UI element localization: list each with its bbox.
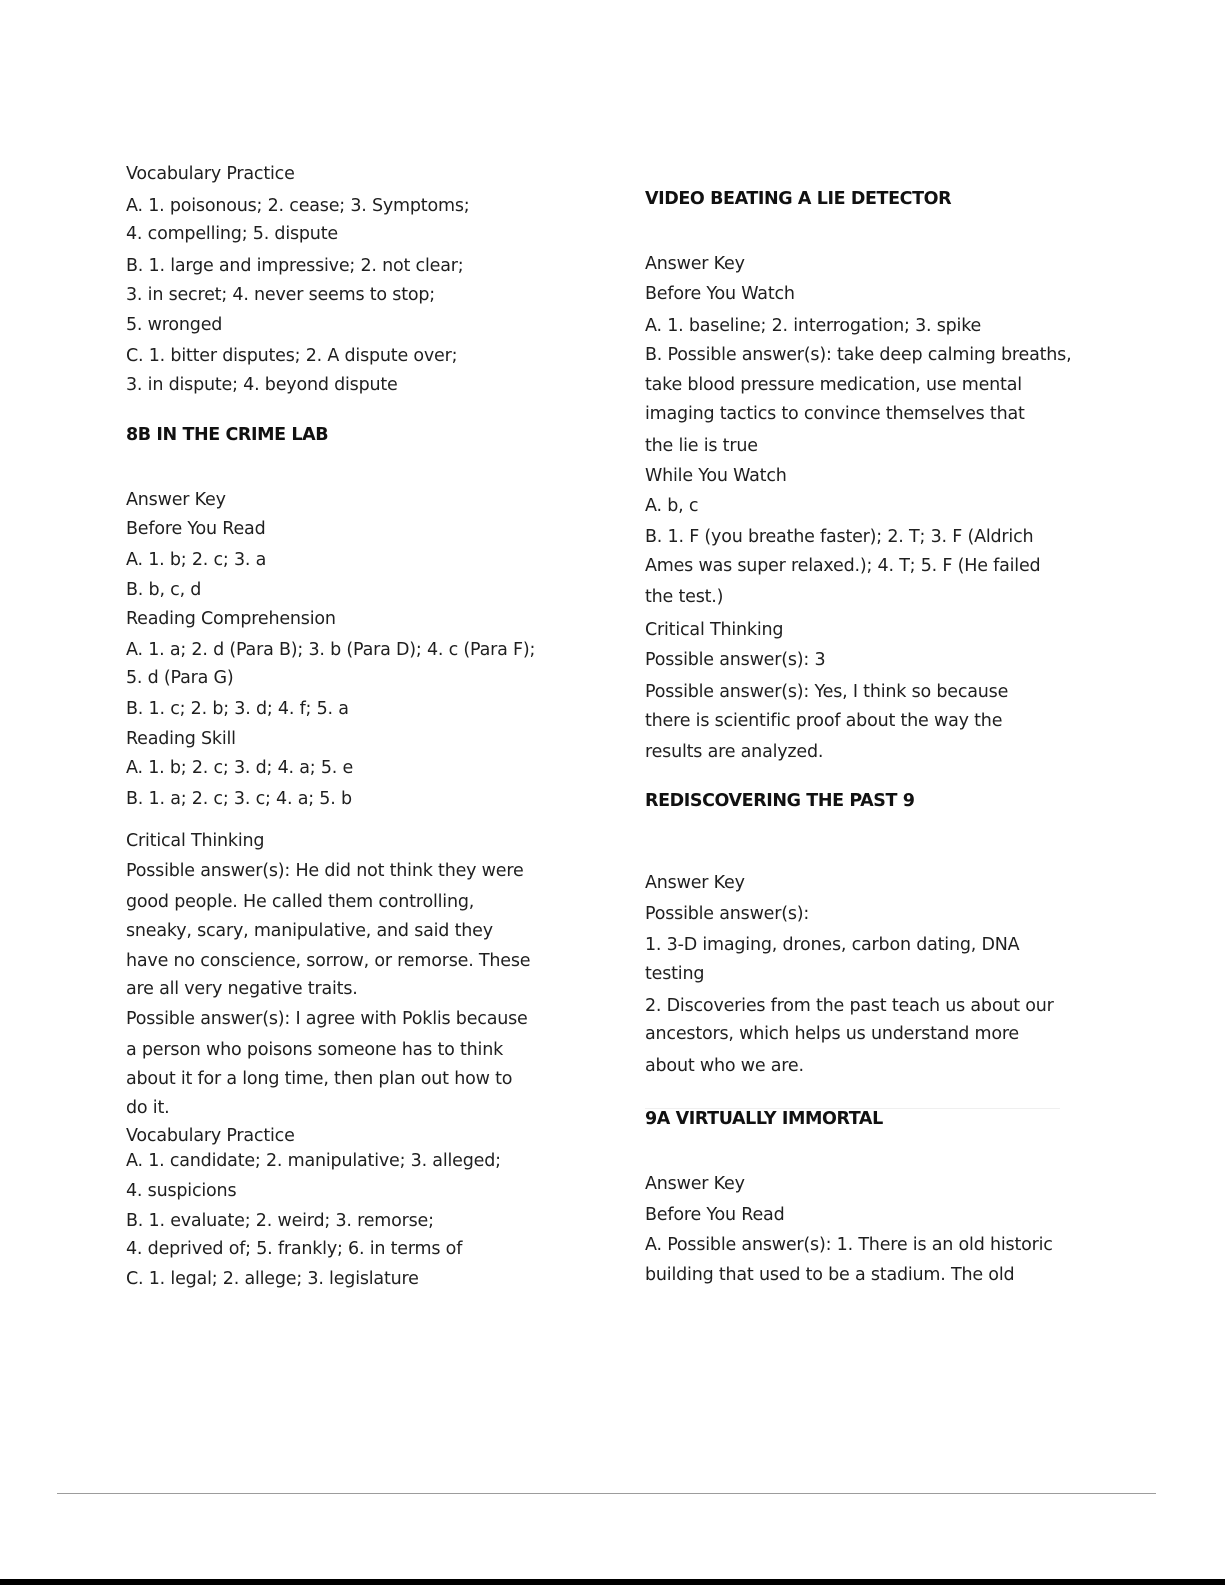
section-title-8b: 8B IN THE CRIME LAB [126,425,329,445]
answer-key-label: Answer Key [645,254,745,274]
answer-line: A. 1. a; 2. d (Para B); 3. b (Para D); 4. c (Para F); [126,640,536,660]
answer-line: Possible answer(s): 3 [645,650,826,670]
page-bottom-edge [0,1579,1225,1585]
answer-line: about it for a long time, then plan out how to [126,1069,513,1089]
answer-line: 2. Discoveries from the past teach us about our [645,996,1054,1016]
answer-key-label: Answer Key [645,1174,745,1194]
subheading: Vocabulary Practice [126,1126,295,1146]
answer-line: results are analyzed. [645,742,824,762]
answer-line: B. 1. a; 2. c; 3. c; 4. a; 5. b [126,789,352,809]
answer-line: A. Possible answer(s): 1. There is an old historic [645,1235,1053,1255]
answer-line: about who we are. [645,1056,804,1076]
subheading: Before You Read [126,519,266,539]
answer-key-label: Answer Key [126,490,226,510]
section-title-past: REDISCOVERING THE PAST 9 [645,791,915,811]
answer-line: Ames was super relaxed.); 4. T; 5. F (He failed [645,556,1041,576]
answer-line: ancestors, which helps us understand more [645,1024,1019,1044]
answer-line: Possible answer(s): I agree with Poklis because [126,1009,528,1029]
answer-line: testing [645,964,705,984]
answer-line: A. 1. b; 2. c; 3. d; 4. a; 5. e [126,758,354,778]
answer-line: Possible answer(s): [645,904,810,924]
answer-line: 5. d (Para G) [126,668,234,688]
subheading: Critical Thinking [126,831,265,851]
answer-line: 4. suspicions [126,1181,237,1201]
answer-line: B. b, c, d [126,580,202,600]
subheading: While You Watch [645,466,787,486]
answer-line: C. 1. legal; 2. allege; 3. legislature [126,1269,419,1289]
answer-line: do it. [126,1098,170,1118]
vocab-line: 5. wronged [126,315,223,335]
answer-line: good people. He called them controlling, [126,892,475,912]
vocab-line: 3. in dispute; 4. beyond dispute [126,375,398,395]
answer-line: take blood pressure medication, use mental [645,375,1022,395]
vocab-practice-heading: Vocabulary Practice [126,164,295,184]
section-divider [645,1108,1060,1109]
answer-line: imaging tactics to convince themselves that [645,404,1025,424]
answer-line: building that used to be a stadium. The old [645,1265,1015,1285]
answer-line: 4. deprived of; 5. frankly; 6. in terms of [126,1239,463,1259]
answer-line: have no conscience, sorrow, or remorse. These [126,951,531,971]
answer-line: 1. 3-D imaging, drones, carbon dating, DNA [645,935,1020,955]
subheading: Reading Comprehension [126,609,336,629]
answer-line: A. 1. candidate; 2. manipulative; 3. alleged; [126,1151,501,1171]
subheading: Reading Skill [126,729,236,749]
section-title-9a: 9A VIRTUALLY IMMORTAL [645,1109,883,1129]
vocab-line: 4. compelling; 5. dispute [126,224,338,244]
answer-line: are all very negative traits. [126,979,358,999]
vocab-line: B. 1. large and impressive; 2. not clear; [126,256,464,276]
answer-line: a person who poisons someone has to think [126,1040,504,1060]
section-title-video: VIDEO BEATING A LIE DETECTOR [645,189,952,209]
answer-line: B. 1. F (you breathe faster); 2. T; 3. F (Aldrich [645,527,1034,547]
answer-line: B. 1. evaluate; 2. weird; 3. remorse; [126,1211,434,1231]
subheading: Critical Thinking [645,620,784,640]
answer-line: sneaky, scary, manipulative, and said they [126,921,493,941]
answer-line: the lie is true [645,436,758,456]
answer-key-label: Answer Key [645,873,745,893]
subheading: Before You Read [645,1205,785,1225]
answer-line: A. 1. b; 2. c; 3. a [126,550,267,570]
answer-line: the test.) [645,587,724,607]
answer-line: B. Possible answer(s): take deep calming breaths, [645,345,1072,365]
answer-line: A. 1. baseline; 2. interrogation; 3. spike [645,316,982,336]
footer-divider [57,1493,1156,1494]
answer-line: B. 1. c; 2. b; 3. d; 4. f; 5. a [126,699,349,719]
vocab-line: A. 1. poisonous; 2. cease; 3. Symptoms; [126,196,470,216]
subheading: Before You Watch [645,284,795,304]
vocab-line: 3. in secret; 4. never seems to stop; [126,285,435,305]
answer-line: Possible answer(s): He did not think they were [126,861,524,881]
answer-line: there is scientific proof about the way the [645,711,1003,731]
answer-line: Possible answer(s): Yes, I think so because [645,682,1009,702]
answer-line: A. b, c [645,496,699,516]
vocab-line: C. 1. bitter disputes; 2. A dispute over; [126,346,458,366]
